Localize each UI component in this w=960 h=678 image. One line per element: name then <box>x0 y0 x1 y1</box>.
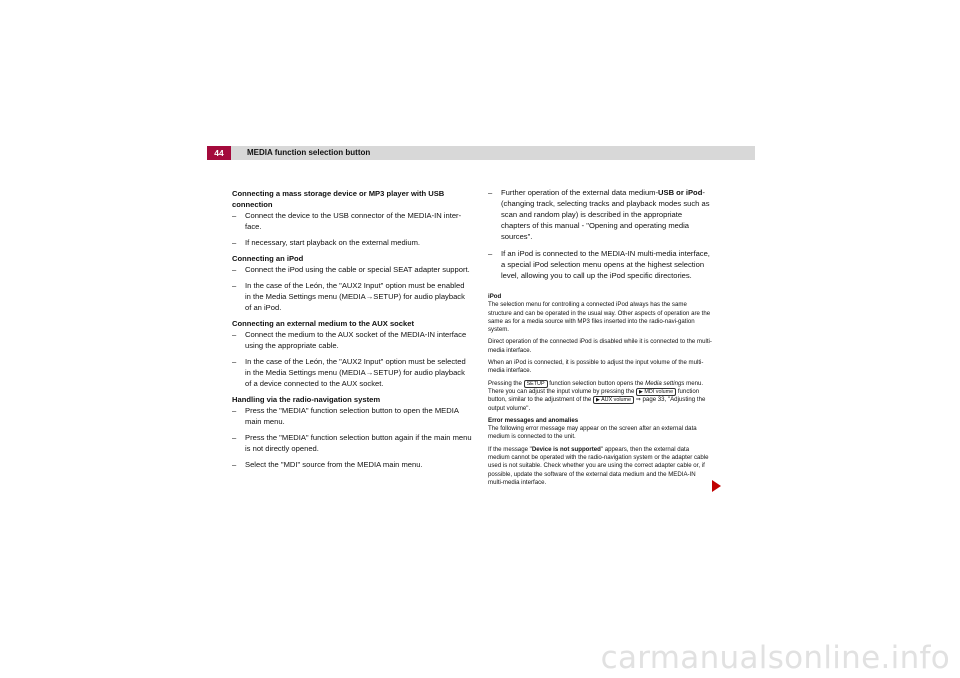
aux-volume-button-label: ▶ AUX volume <box>593 396 634 404</box>
list-item: – Further operation of the external data medium-USB or iPod- (changing track, selecting tracks and playback modes such as scan and random play) is described in the appropriate chapters of this manual - "Opening and operating media sources". <box>488 188 710 241</box>
heading-radio-nav: Handling via the radio-navigation system <box>232 395 381 404</box>
list-item: – If an iPod is connected to the MEDIA-IN multi-media interface, a special iPod selection menu opens at the highest selection level, allowing you to call up the iPod specific directories. <box>488 249 710 280</box>
paragraph: When an iPod is connected, it is possible to adjust the input volume of the multi-media interface. <box>488 359 704 375</box>
next-page-arrow-icon[interactable] <box>712 480 721 492</box>
paragraph: The following error message may appear on the screen after an external data medium is connected to the unit. <box>488 425 697 441</box>
list-item: – Select the "MDI" source from the MEDIA main menu. <box>232 460 423 469</box>
play-arrow-icon: ▶ <box>639 388 643 395</box>
heading-aux: Connecting an external medium to the AUX socket <box>232 319 415 328</box>
list-item: – Press the "MEDIA" function selection button again if the main menu is not directly opened. <box>232 433 472 453</box>
heading-usb: Connecting a mass storage device or MP3 player with USB connection <box>232 189 445 209</box>
watermark: carmanualsonline.info <box>600 640 950 676</box>
page-number: 44 <box>207 146 231 160</box>
paragraph: Pressing the SETUP function selection button opens the Media settings menu. There you can adjust the input volume by pressing the ▶ MDI volume function button, similar to the adjustment of the ▶ AUX volume ⇒ page 33, "Adjusting the output volume". <box>488 379 706 412</box>
list-item: – Connect the iPod using the cable or special SEAT adapter support. <box>232 265 470 274</box>
list-item: – If necessary, start playback on the external medium. <box>232 238 421 247</box>
right-column <box>488 187 712 491</box>
list-item: – Press the "MEDIA" function selection button to open the MEDIA main menu. <box>232 406 459 426</box>
paragraph: The selection menu for controlling a connected iPod always has the same structure and can be operated in the usual way. Other aspects of operation are the same as for a media source with MP3 files inserted into the radio-navi-gation system. <box>488 301 711 334</box>
heading-ipod-small: iPod <box>488 293 502 300</box>
heading-ipod: Connecting an iPod <box>232 254 304 263</box>
paragraph: If the message "Device is not supported" appears, then the external data medium cannot be operated with the radio-navigation system or the adapter cable used is not suitable. Check whether you are using the correct adapter cable or, if possible, update the software of the external data medium and the MEDIA-IN multi-media interface. <box>488 445 709 486</box>
list-item: – Connect the medium to the AUX socket of the MEDIA-IN interface using the appropriate cable. <box>232 330 467 350</box>
mdi-volume-button-label: ▶ MDI volume <box>636 388 676 396</box>
section-title: MEDIA function selection button <box>247 148 371 157</box>
left-column <box>232 187 472 475</box>
paragraph: Direct operation of the connected iPod is disabled while it is connected to the multi-media interface. <box>488 338 712 354</box>
list-item: – In the case of the León, the "AUX2 Input" option must be enabled in the Media Settings menu (MEDIA→SETUP) for audio playback of an iPod. <box>232 281 465 312</box>
heading-errors: Error messages and anomalies <box>488 416 579 424</box>
setup-button-label: SETUP <box>524 380 548 388</box>
list-item: – Connect the device to the USB connector of the MEDIA-IN inter-face. <box>232 211 462 231</box>
play-arrow-icon: ▶ <box>596 397 600 404</box>
list-item: – In the case of the León, the "AUX2 Input" option must be selected in the Media Settings menu (MEDIA→SETUP) for audio playback of a device connected to the AUX socket. <box>232 357 466 388</box>
